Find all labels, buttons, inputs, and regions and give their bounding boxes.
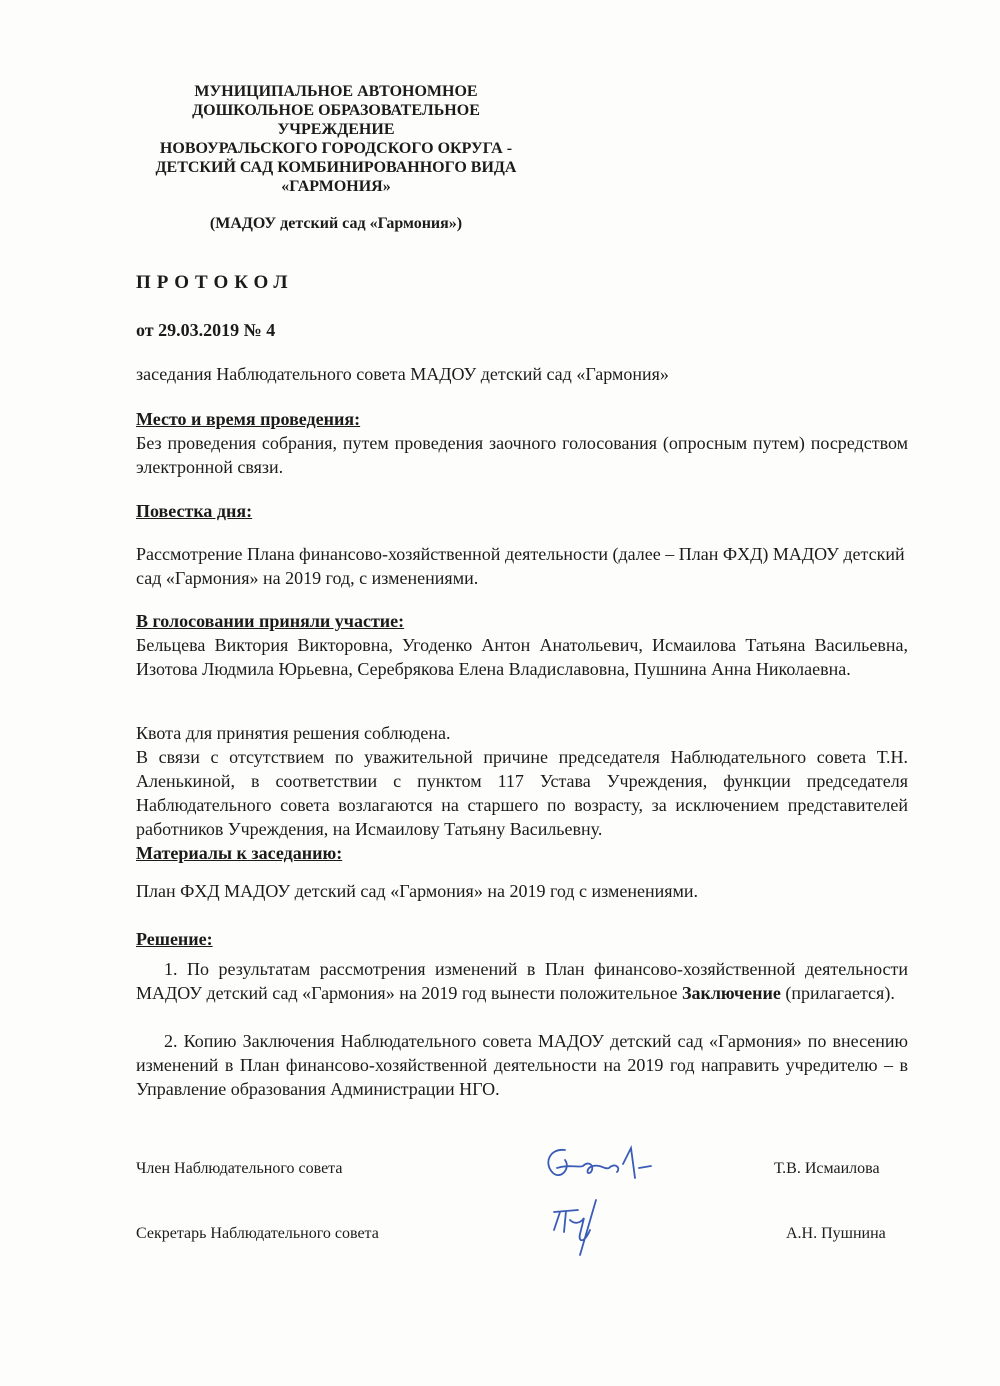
secretary-signature bbox=[540, 1190, 630, 1260]
member-signature bbox=[535, 1138, 685, 1193]
quorum-text: В связи с отсутствием по уважительной причине председателя Наблюдательного совета Т.Н. Аленькиной, в соответствии с пунктом 117 Устава Учреждения, функции председателя Наблюдательного совета возлагаются на старшего по возрасту, за исключением представителей работников Учреждения, на Исмаилову Татьяну Васильевну. bbox=[136, 747, 908, 839]
header-line: ДОШКОЛЬНОЕ ОБРАЗОВАТЕЛЬНОЕ bbox=[192, 102, 480, 119]
place-section bbox=[136, 407, 908, 479]
materials-text: План ФХД МАДОУ детский сад «Гармония» на 2019 год с изменениями. bbox=[136, 881, 699, 901]
decision-heading: Решение: bbox=[136, 929, 213, 949]
document-title: ПРОТОКОЛ bbox=[136, 272, 294, 293]
decision-item-1 bbox=[136, 957, 908, 1005]
agenda-text: Рассмотрение Плана финансово-хозяйственной деятельности (далее – План ФХД) МАДОУ детский сад «Гармония» на 2019 год, с изменениями. bbox=[136, 544, 905, 588]
member-role: Член Наблюдательного совета bbox=[136, 1160, 343, 1177]
decision-item-1-tail: (прилагается). bbox=[780, 983, 895, 1003]
secretary-role: Секретарь Наблюдательного совета bbox=[136, 1225, 379, 1242]
document-date-number: от 29.03.2019 № 4 bbox=[136, 320, 276, 340]
agenda-heading-wrap bbox=[136, 499, 908, 523]
decision-item-2: 2. Копию Заключения Наблюдательного совета МАДОУ детский сад «Гармония» по внесению изменений в План финансово-хозяйственной деятельности на 2019 год направить учредителю – в Управление образования Администрации НГО. bbox=[136, 1031, 908, 1099]
header-line: «ГАРМОНИЯ» bbox=[281, 178, 391, 195]
secretary-name: А.Н. Пушнина bbox=[786, 1225, 886, 1242]
header-line: ДЕТСКИЙ САД КОМБИНИРОВАННОГО ВИДА bbox=[155, 159, 517, 176]
participants-heading: В голосовании приняли участие: bbox=[136, 611, 405, 631]
participants-section bbox=[136, 609, 908, 681]
quorum-section bbox=[136, 721, 908, 865]
organization-header bbox=[136, 82, 536, 196]
organization-short-name: (МАДОУ детский сад «Гармония») bbox=[209, 215, 463, 232]
header-line: УЧРЕЖДЕНИЕ bbox=[277, 121, 395, 138]
document-subtitle: заседания Наблюдательного совета МАДОУ детский сад «Гармония» bbox=[136, 364, 669, 384]
materials-heading: Материалы к заседанию: bbox=[136, 843, 343, 863]
place-heading: Место и время проведения: bbox=[136, 409, 361, 429]
quorum-line: Квота для принятия решения соблюдена. bbox=[136, 723, 451, 743]
member-name: Т.В. Исмаилова bbox=[774, 1160, 880, 1177]
decision-section bbox=[136, 927, 908, 1101]
header-line: МУНИЦИПАЛЬНОЕ АВТОНОМНОЕ bbox=[194, 83, 478, 100]
participants-text: Бельцева Виктория Викторовна, Угоденко Антон Анатольевич, Исмаилова Татьяна Васильевна, Изотова Людмила Юрьевна, Серебрякова Елена Владиславовна, Пушнина Анна Николаевна. bbox=[136, 635, 908, 679]
decision-item-1-bold: Заключение bbox=[681, 983, 781, 1003]
header-line: НОВОУРАЛЬСКОГО ГОРОДСКОГО ОКРУГА - bbox=[159, 140, 513, 157]
agenda-heading: Повестка дня: bbox=[136, 501, 253, 521]
place-text: Без проведения собрания, путем проведения заочного голосования (опросным путем) посредством электронной связи. bbox=[136, 433, 908, 477]
decision-item-1-text: 1. По результатам рассмотрения изменений в План финансово-хозяйственной деятельности МАДОУ детский сад «Гармония» на 2019 год вынести положительное bbox=[136, 959, 908, 1003]
